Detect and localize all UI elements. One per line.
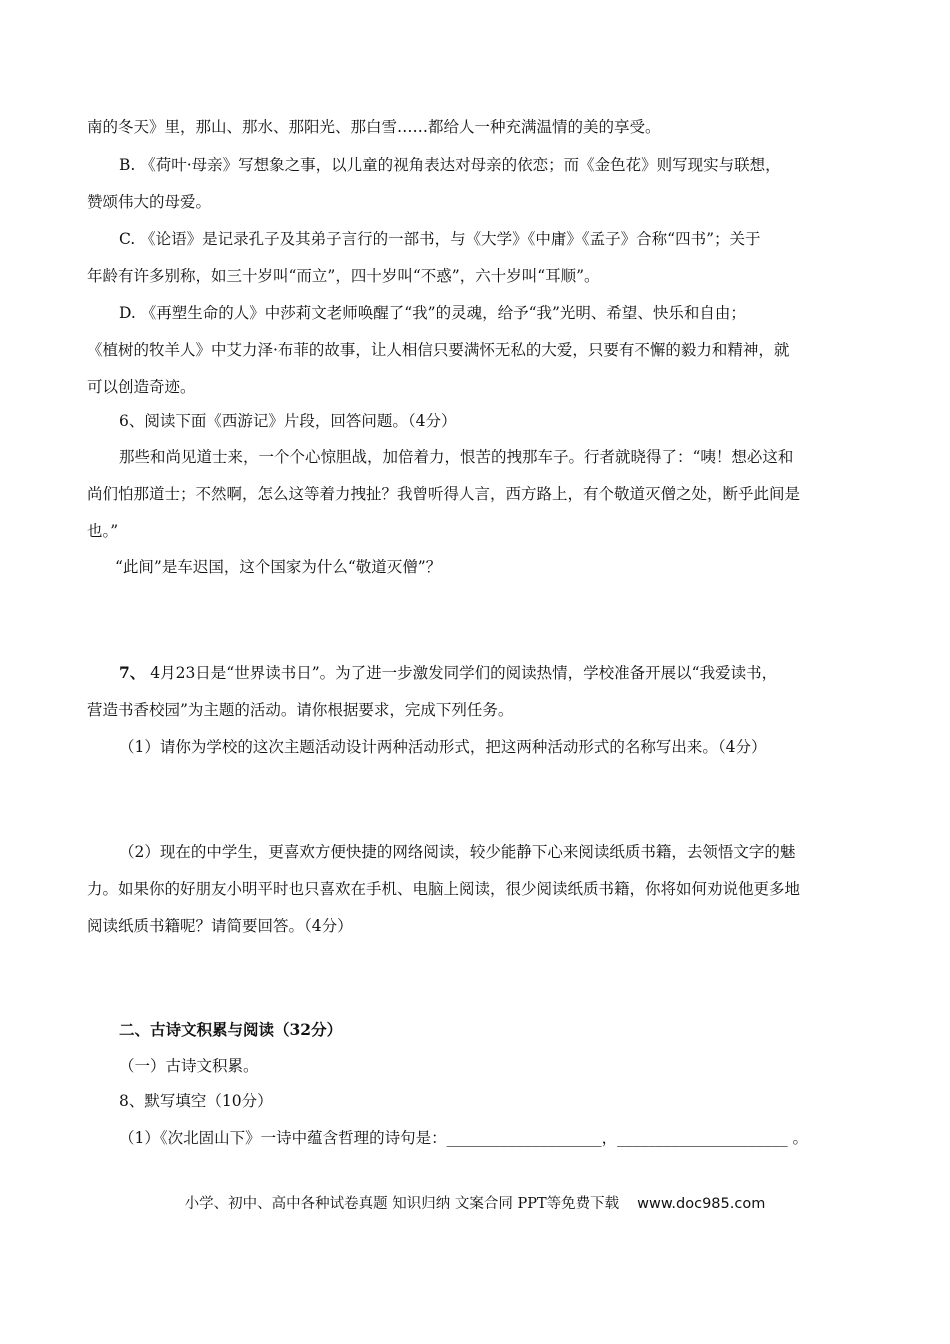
option-c-line2: 年龄有许多别称，如三十岁叫“而立”，四十岁叫“不惑”，六十岁叫“耳顺”。 xyxy=(87,267,600,285)
question-7-text: 4月23日是“世界读书日”。为了进一步激发同学们的阅读热情，学校准备开展以“我爱读书， xyxy=(145,664,778,682)
option-b-line1: B. 《荷叶·母亲》写想象之事，以儿童的视角表达对母亲的依恋；而《金色花》则写现实与联想， xyxy=(119,156,781,174)
question-8-item1: （1）《次北固山下》一诗中蕴含哲理的诗句是：____________________，______________________ 。 xyxy=(119,1129,809,1147)
question-7-task2-line1: （2）现在的中学生，更喜欢方便快捷的网络阅读，较少能静下心来阅读纸质书籍，去领悟文字的魅 xyxy=(119,843,796,861)
question-6-heading: 6、阅读下面《西游记》片段，回答问题。（4分） xyxy=(119,412,457,430)
question-7-number: 7、 xyxy=(119,663,146,682)
footer-text: 小学、初中、高中各种试卷真题 知识归纳 文案合同 PPT等免费下载 xyxy=(184,1196,620,1212)
passage-line2: 尚们怕那道士；不然啊，怎么这等着力拽扯？我曾听得人言，西方路上，有个敬道灭僧之处，断乎此间是 xyxy=(87,485,801,503)
question-7-task1: （1）请你为学校的这次主题活动设计两种活动形式，把这两种活动形式的名称写出来。（4分） xyxy=(119,738,767,756)
option-a-continued: 南的冬天》里，那山、那水、那阳光、那白雪……都给人一种充满温情的美的享受。 xyxy=(87,118,661,136)
passage-line3: 也。” xyxy=(87,522,119,540)
question-8-heading: 8、默写填空（10分） xyxy=(119,1092,273,1110)
footer-website-link[interactable]: www.doc985.com xyxy=(637,1196,766,1212)
option-b-line2: 赞颂伟大的母爱。 xyxy=(87,193,212,211)
option-c-line1: C. 《论语》是记录孔子及其弟子言行的一部书，与《大学》《中庸》《孟子》合称“四书”；关于 xyxy=(119,230,761,248)
passage-line1: 那些和尚见道士来，一个个心惊胆战，加倍着力，恨苦的拽那车子。行者就晓得了：“咦！想必这和 xyxy=(119,448,794,466)
option-d-line3: 可以创造奇迹。 xyxy=(87,378,196,396)
question-7-line1 xyxy=(119,663,777,683)
question-7-line2: 营造书香校园”为主题的活动。请你根据要求，完成下列任务。 xyxy=(87,701,514,719)
option-d-line1: D. 《再塑生命的人》中莎莉文老师唤醒了“我”的灵魂，给予“我”光明、希望、快乐和自由； xyxy=(119,304,746,322)
subsection-1-heading: （一）古诗文积累。 xyxy=(119,1057,259,1075)
page-footer xyxy=(0,1192,950,1213)
question-6-prompt: “此间”是车迟国，这个国家为什么“敬道灭僧”？ xyxy=(115,558,442,576)
option-d-line2: 《植树的牧羊人》中艾力泽·布菲的故事，让人相信只要满怀无私的大爱，只要有不懈的毅力和精神，就 xyxy=(87,341,790,359)
question-7-task2-line3: 阅读纸质书籍呢？请简要回答。（4分） xyxy=(87,917,353,935)
question-7-task2-line2: 力。如果你的好朋友小明平时也只喜欢在手机、电脑上阅读，很少阅读纸质书籍，你将如何劝说他更多地 xyxy=(87,880,801,898)
section-2-heading: 二、古诗文积累与阅读（32分） xyxy=(119,1020,343,1039)
